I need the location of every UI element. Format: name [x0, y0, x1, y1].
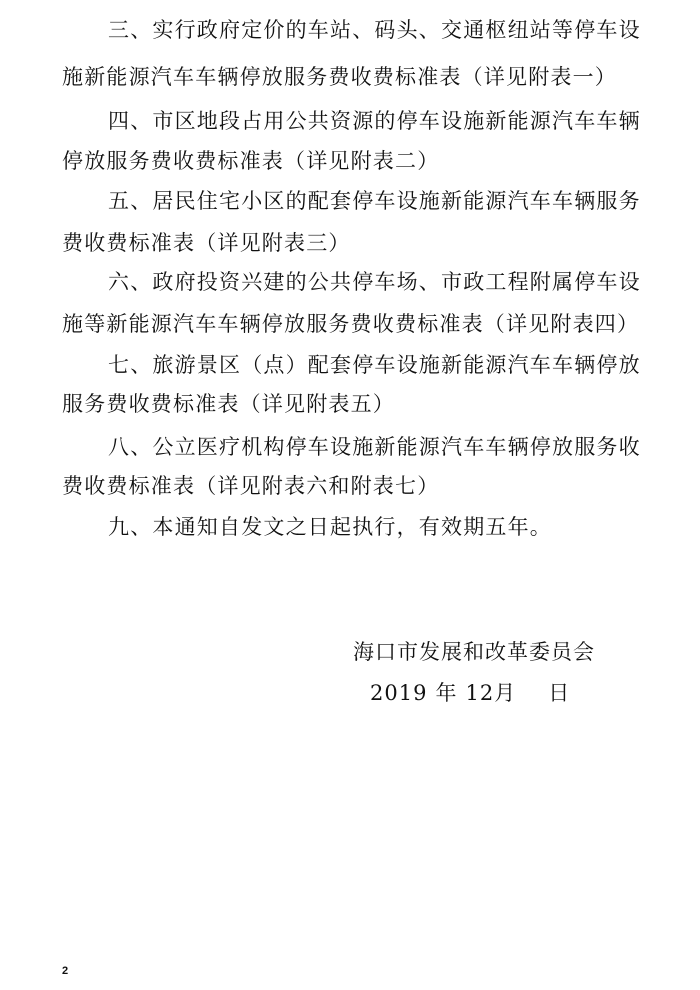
paragraph-8-line-2: 费收费标准表（详见附表六和附表七）: [62, 474, 440, 498]
page-number: 2: [62, 965, 69, 977]
paragraph-3-line-1: 三、实行政府定价的车站、码头、交通枢纽站等停车设: [108, 18, 641, 42]
date-month-unit: 月: [494, 681, 517, 705]
paragraph-4-line-1: 四、市区地段占用公共资源的停车设施新能源汽车车辆: [108, 109, 641, 133]
paragraph-8-line-1: 八、公立医疗机构停车设施新能源汽车车辆停放服务收: [108, 435, 641, 459]
paragraph-7-line-2: 服务费收费标准表（详见附表五）: [62, 392, 395, 416]
signature-organization: 海口市发展和改革委员会: [353, 640, 595, 664]
date-year-unit: 年: [435, 681, 458, 705]
date-month: 12: [465, 681, 495, 705]
paragraph-5-line-2: 费收费标准表（详见附表三）: [62, 231, 351, 255]
paragraph-9-line-1: 九、本通知自发文之日起执行，有效期五年。: [108, 515, 552, 539]
signature-date: [370, 679, 570, 707]
paragraph-4-line-2: 停放服务费收费标准表（详见附表二）: [62, 149, 440, 173]
paragraph-6-line-1: 六、政府投资兴建的公共停车场、市政工程附属停车设: [108, 270, 641, 294]
date-day-unit: 日: [548, 681, 571, 705]
date-year: 2019: [370, 681, 428, 705]
paragraph-7-line-1: 七、旅游景区（点）配套停车设施新能源汽车车辆停放: [108, 353, 641, 377]
paragraph-3-line-2: 施新能源汽车车辆停放服务费收费标准表（详见附表一）: [62, 65, 617, 89]
paragraph-6-line-2: 施等新能源汽车车辆停放服务费收费标准表（详见附表四）: [62, 312, 640, 336]
paragraph-5-line-1: 五、居民住宅小区的配套停车设施新能源汽车车辆服务: [108, 189, 641, 213]
